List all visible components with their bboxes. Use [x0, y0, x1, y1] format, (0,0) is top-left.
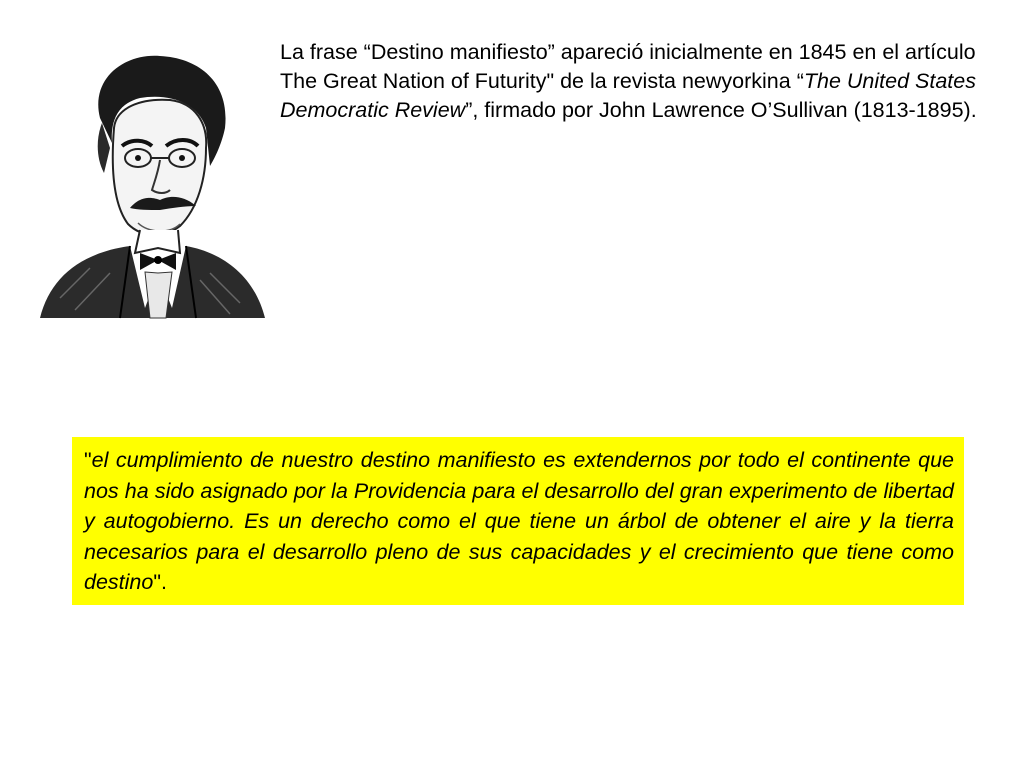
magazine-title: The United States Democratic Review [280, 69, 976, 122]
intro-paragraph [280, 38, 1010, 125]
quote-close-mark: ". [153, 570, 167, 594]
quote-paragraph [84, 445, 954, 598]
portrait-engraving [30, 48, 270, 323]
quote-open-mark: " [84, 448, 92, 472]
intro-text-start: La frase “Destino manifiesto” apareció inicialmente en 1845 en el artículo The Great Nation of Futurity" de la revista newyorkina “ [280, 40, 976, 93]
portrait-illustration [30, 48, 270, 323]
intro-text-end: ”, firmado por John Lawrence O’Sullivan (1813-1895). [465, 98, 977, 122]
quote-text: el cumplimiento de nuestro destino manifiesto es extendernos por todo el continente que nos ha sido asignado por la Providencia para el desarrollo del gran experimento de libertad y autogobierno. Es un derecho como el que tiene un árbol de obtener el aire y la tierra necesarios para el desarrollo pleno de sus capacidades y el crecimiento que tiene como destino [84, 448, 954, 594]
quote-box [72, 437, 964, 605]
